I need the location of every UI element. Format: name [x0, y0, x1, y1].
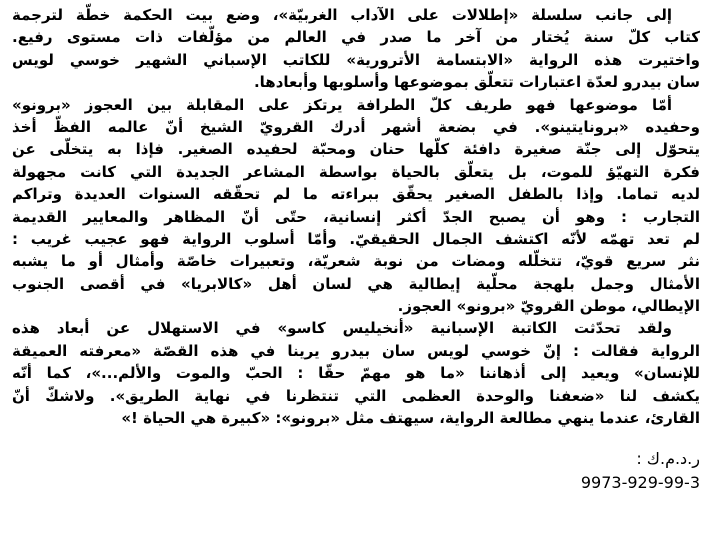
text-line: نثر سريع قويّ، تتخلّله ومضات من نوبة شعريّة، وتعبيرات خاصّة وأمثال أو ما يشبه	[12, 252, 700, 271]
text-line: يتحوّل إلى جنّة صغيرة دافئة كلّها حنان ومحبّة لحفيده الصغير. فإذا به يتخلّى عن	[12, 140, 700, 159]
text-line: إلى جانب سلسلة «إطلالات على الآداب الغربيّة»، وضع بيت الحكمة خطّة لترجمة	[12, 6, 672, 24]
text-line: الرواية فقالت : إنّ خوسي لويس سان بيدرو يرينا في هذه القصّة «معرفته العميقة	[12, 341, 700, 360]
isbn-number: 9973-929-99-3	[580, 473, 700, 493]
text-line: كتاب كلّ سنة يُختار من آخر ما صدر في العالم من مؤلّفات ذات مستوى رفيع.	[12, 28, 700, 47]
text-line: القارئ، عندما ينهي مطالعة الرواية، سيهتف مثل «برونو»: «كبيرة هي الحياة !»	[121, 409, 700, 428]
text-line: للإنسان» ويعيد إلى أذهاننا «ما هو مهمّ حقّا : الحبّ والموت والألم...»، كما أنّه	[12, 364, 700, 383]
text-line: وحفيده «برونايتينو». في بضعة أشهر أدرك القرويّ الشيخ أنّ عالمه الفظّ أخذ	[12, 117, 700, 136]
text-line: أمّا موضوعها فهو طريف كلّ الطرافة يرتكز على المقابلة بين العجوز «برونو»	[12, 95, 672, 114]
isbn-label: ر.د.م.ك :	[636, 449, 700, 469]
text-line: الإيطالي، موطن القرويّ «برونو» العجوز.	[397, 297, 700, 316]
paragraph-1	[12, 4, 700, 94]
text-line: لديه تماما. وإذا بالطفل الصغير يحقّق ببراءته ما لم تحقّقه السنوات العديدة وتراكم	[12, 185, 700, 204]
text-line: الأمثال وجمل بلهجة محلّية إيطالية هي لسان أهل «كالابريا» في أقصى الجنوب	[12, 274, 700, 293]
text-line: واختيرت هذه الرواية «الابتسامة الأترورية» للكاتب الإسباني الشهير خوسي لويس	[12, 50, 700, 69]
text-line: التجارب : وهو أن يصبح الجدّ أكثر إنسانية، حتّى أنّ المظاهر والمعايير القديمة	[12, 207, 700, 226]
isbn-line	[12, 471, 700, 495]
paragraph-2	[12, 94, 700, 318]
text-line: لم تعد تهمّه لأنّه اكتشف الجمال الحقيقيّ. وأمّا أسلوب الرواية فهو عجيب غريب :	[12, 229, 700, 248]
text-line: فكرة التهيّؤ للموت، بل يتعلّق بالحياة بواسطة المشاعر الجديدة التي كانت مجهولة	[12, 162, 700, 181]
document-page	[12, 4, 700, 495]
text-line: يكشف لنا «ضعفنا والوحدة العظمى التي تنتظرنا في نهاية الطريق». ولاشكّ أنّ	[12, 386, 700, 405]
text-line: ولقد تحدّثت الكاتبة الإسبانية «أنخيليس كاسو» في الاستهلال عن أبعاد هذه	[12, 319, 672, 338]
paragraph-3	[12, 317, 700, 429]
text-line: سان بيدرو لعدّة اعتبارات تتعلّق بموضوعها وأسلوبها وأبعادها.	[253, 73, 700, 92]
